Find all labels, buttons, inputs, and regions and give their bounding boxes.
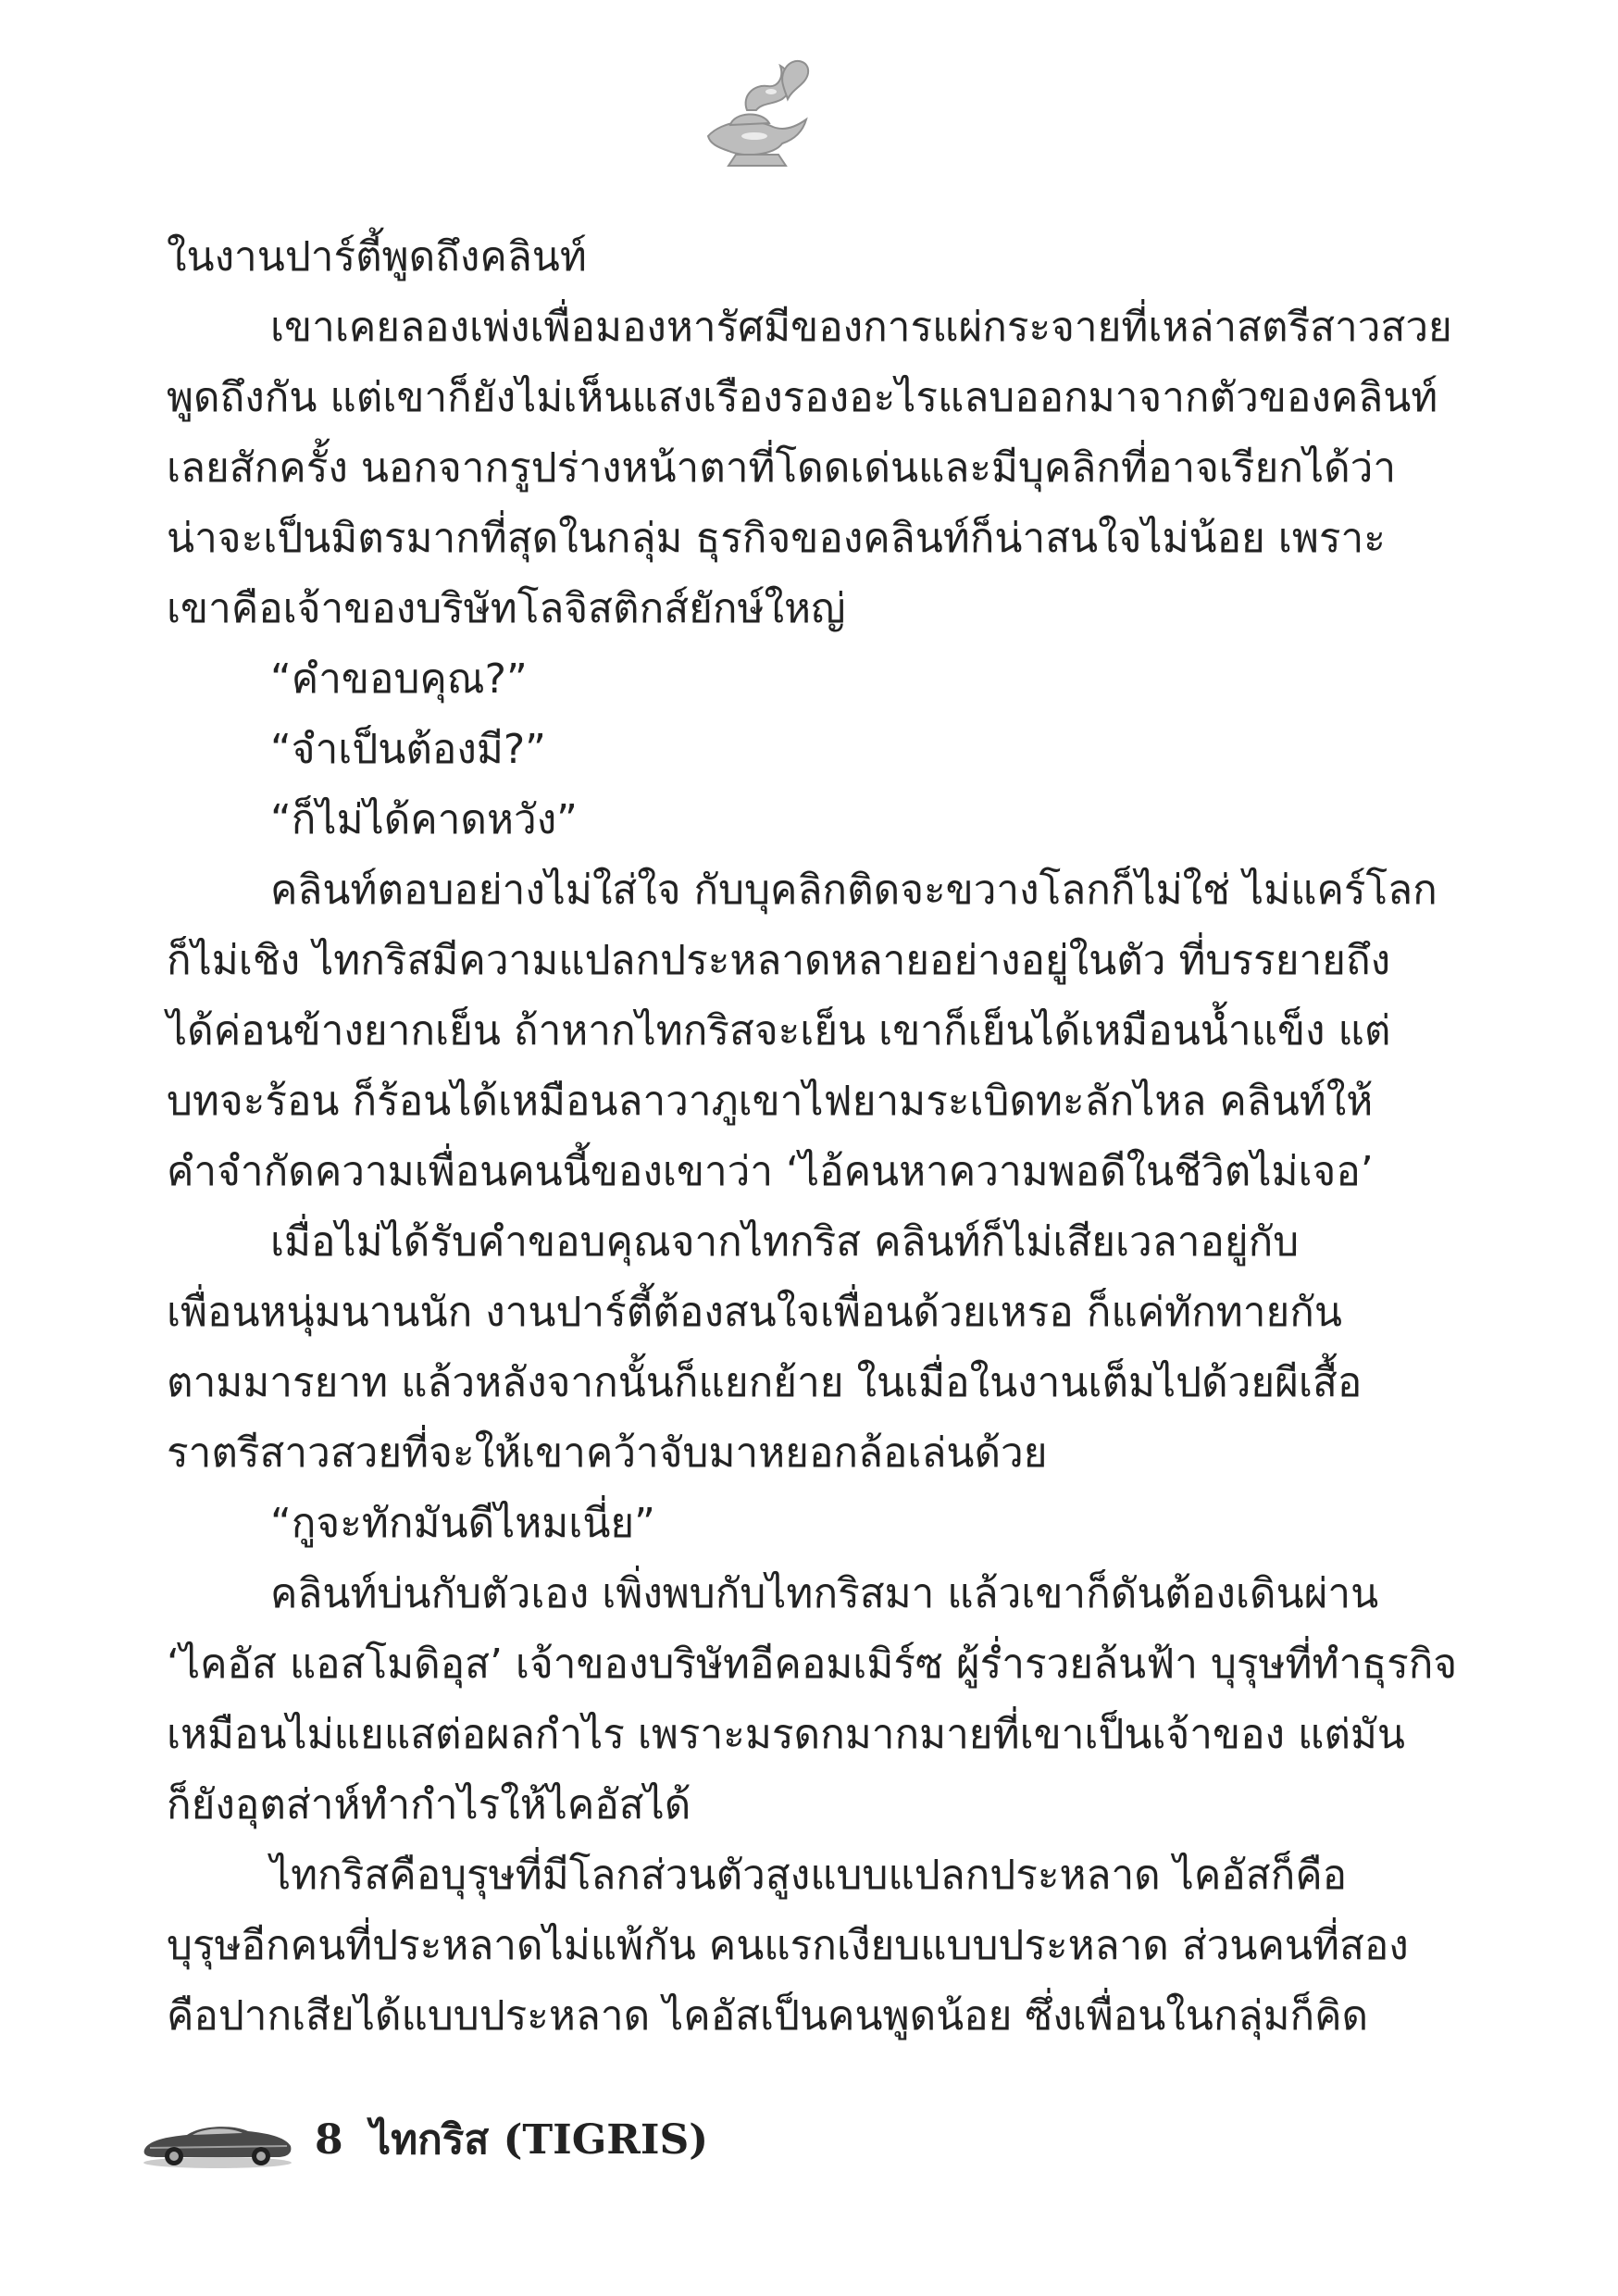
paragraph: เพื่อนหนุ่มนานนัก งานปาร์ตี้ต้องสนใจเพื่อนด้วยเหรอ ก็แค่ทักทายกัน <box>167 1289 1342 1336</box>
body-text <box>167 222 1458 2052</box>
dialogue-line: “ก็ไม่ได้คาดหวัง” <box>270 796 578 843</box>
paragraph: เมื่อไม่ได้รับคำขอบคุณจากไทกริส คลินท์ก็ไม่เสียเวลาอยู่กับ <box>270 1218 1300 1266</box>
dialogue-line: “คำขอบคุณ?” <box>270 655 528 703</box>
paragraph: คือปากเสียได้แบบประหลาด ไคอัสเป็นคนพูดน้อย ซึ่งเพื่อนในกลุ่มก็คิด <box>167 1992 1369 2040</box>
paragraph: ก็ไม่เชิง ไทกริสมีความแปลกประหลาดหลายอย่างอยู่ในตัว ที่บรรยายถึง <box>167 937 1391 984</box>
paragraph: ราตรีสาวสวยที่จะให้เขาคว้าจับมาหยอกล้อเล่นด้วย <box>167 1429 1048 1477</box>
paragraph: ไทกริสคือบุรุษที่มีโลกส่วนตัวสูงแบบแปลกประหลาด ไคอัสก็คือ <box>270 1852 1348 1899</box>
genie-lamp-icon <box>690 51 828 181</box>
paragraph: เลยสักครั้ง นอกจากรูปร่างหน้าตาที่โดดเด่นและมีบุคลิกที่อาจเรียกได้ว่า <box>167 444 1397 492</box>
book-title: ไทกริส (TIGRIS) <box>370 2116 709 2164</box>
paragraph: ‘ไคอัส แอสโมดิอุส’ เจ้าของบริษัทอีคอมเมิร์ซ ผู้ร่ำรวยล้นฟ้า บุรุษที่ทำธุรกิจ <box>167 1641 1458 1688</box>
paragraph: ในงานปาร์ตี้พูดถึงคลินท์ <box>167 233 587 281</box>
page-number: 8 <box>315 2116 343 2164</box>
paragraph: คำจำกัดความเพื่อนคนนี้ของเขาว่า ‘ไอ้คนหาความพอดีในชีวิตไม่เจอ’ <box>167 1148 1374 1195</box>
paragraph: บทจะร้อน ก็ร้อนได้เหมือนลาวาภูเขาไฟยามระเบิดทะลักไหล คลินท์ให้ <box>167 1078 1374 1125</box>
paragraph: ตามมารยาท แล้วหลังจากนั้นก็แยกย้าย ในเมื่อในงานเต็มไปด้วยผีเสื้อ <box>167 1359 1363 1406</box>
page-footer <box>139 2100 787 2183</box>
dialogue-line: “กูจะทักมันดีไหมเนี่ย” <box>270 1500 655 1547</box>
paragraph: พูดถึงกัน แต่เขาก็ยังไม่เห็นแสงเรืองรองอะไรแลบออกมาจากตัวของคลินท์ <box>167 374 1438 421</box>
paragraph: เขาเคยลองเพ่งเพื่อมองหารัศมีของการแผ่กระจายที่เหล่าสตรีสาวสวย <box>270 304 1452 351</box>
paragraph: คลินท์ตอบอย่างไม่ใส่ใจ กับบุคลิกติดจะขวางโลกก็ไม่ใช่ ไม่แคร์โลก <box>270 867 1438 914</box>
paragraph: ก็ยังอุตส่าห์ทำกำไรให้ไคอัสได้ <box>167 1781 691 1828</box>
paragraph: เหมือนไม่แยแสต่อผลกำไร เพราะมรดกมากมายที่เขาเป็นเจ้าของ แต่มัน <box>167 1711 1405 1758</box>
paragraph: ได้ค่อนข้างยากเย็น ถ้าหากไทกริสจะเย็น เขาก็เย็นได้เหมือนน้ำแข็ง แต่ <box>167 1007 1391 1054</box>
sports-car-icon <box>139 2113 296 2172</box>
dialogue-line: “จำเป็นต้องมี?” <box>270 726 546 773</box>
paragraph: บุรุษอีกคนที่ประหลาดไม่แพ้กัน คนแรกเงียบแบบประหลาด ส่วนคนที่สอง <box>167 1922 1409 1969</box>
paragraph: เขาคือเจ้าของบริษัทโลจิสติกส์ยักษ์ใหญ่ <box>167 585 846 632</box>
paragraph: คลินท์บ่นกับตัวเอง เพิ่งพบกับไทกริสมา แล้วเขาก็ดันต้องเดินผ่าน <box>270 1570 1379 1617</box>
paragraph: น่าจะเป็นมิตรมากที่สุดในกลุ่ม ธุรกิจของคลินท์ก็น่าสนใจไม่น้อย เพราะ <box>167 515 1386 562</box>
